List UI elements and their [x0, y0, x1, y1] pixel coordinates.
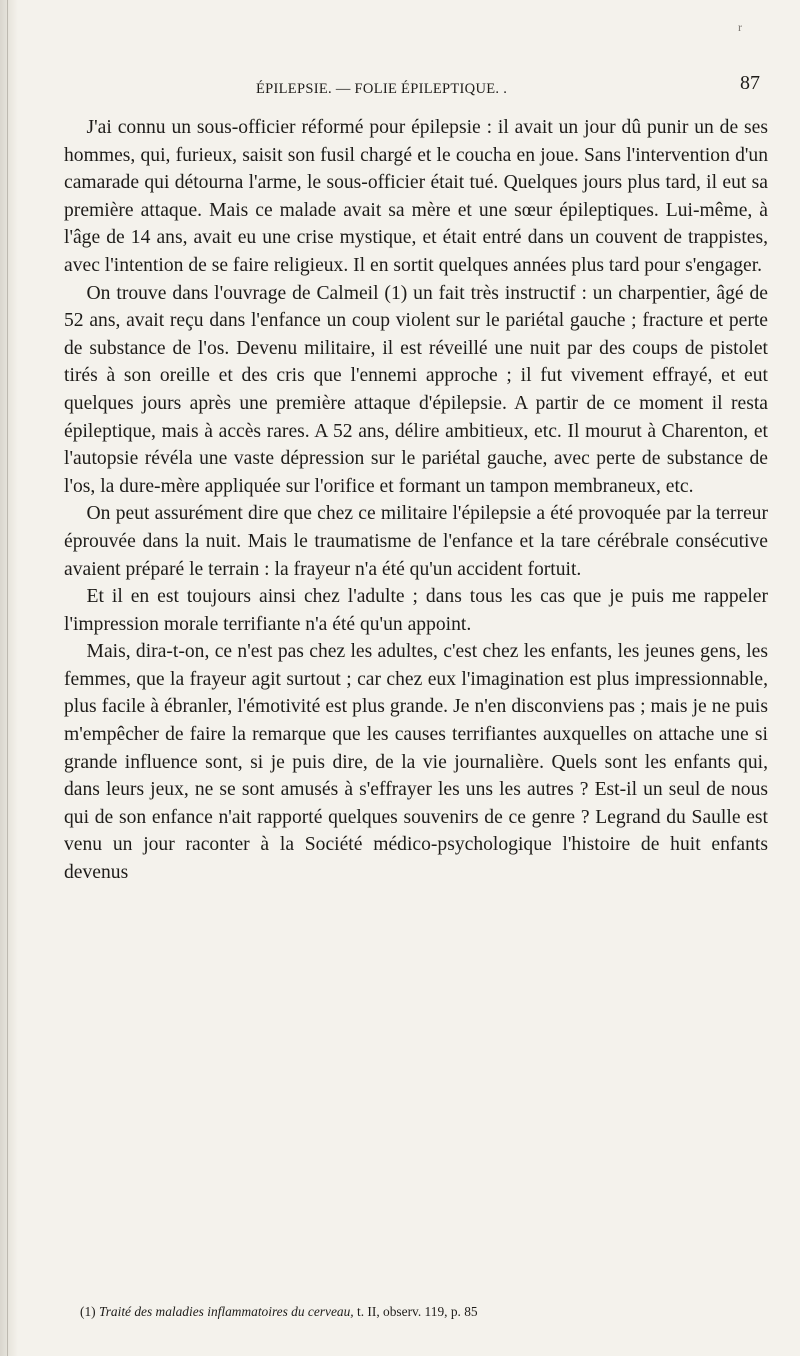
running-title: ÉPILEPSIE. — FOLIE ÉPILEPTIQUE. . — [256, 81, 508, 97]
body-text — [64, 114, 768, 887]
running-head — [80, 63, 760, 99]
paragraph-militaire: On peut assurément dire que chez ce militaire l'épilepsie a été provoquée par la terreur éprouvée dans la nuit. Mais le traumatisme de l'enfance et la tare cérébrale consécutive avaient préparé le terrain : la frayeur n'a été qu'un accident fortuit. — [64, 503, 768, 580]
paragraph-calmeil: On trouve dans l'ouvrage de Calmeil (1) un fait très instructif : un charpentier, âgé de 52 ans, avait reçu dans l'enfance un coup violent sur le pariétal gauche ; fracture et perte de substance de l'os. Devenu militaire, il est réveillé une nuit par des coups de pistolet tirés à son oreille et des cris que l'ennemi approche ; il fut vivement effrayé, et eut quelques jours après une première attaque d'épilepsie. A partir de ce moment il resta épileptique, mais à accès rares. A 52 ans, délire ambitieux, etc. Il mourut à Charenton, et l'autopsie révéla une vaste dépression sur le pariétal gauche, avec perte de substance de l'os, la dure-mère appliquée sur l'orifice et formant un tampon membraneux, etc. — [64, 282, 768, 497]
paragraph-adulte: Et il en est toujours ainsi chez l'adulte ; dans tous les cas que je puis me rappeler l'impression morale terrifiante n'a été qu'un appoint. — [64, 586, 768, 635]
page-number: 87 — [740, 72, 760, 94]
footnote-marker: (1) — [80, 1304, 96, 1319]
footnote-title: Traité des maladies inflammatoires du cerveau, — [98, 1304, 354, 1319]
footnote — [80, 1303, 770, 1321]
footnote-reference: t. II, observ. 119, p. 85 — [357, 1304, 478, 1319]
corner-mark: r — [738, 20, 742, 34]
paragraph-sous-officier: J'ai connu un sous-officier réformé pour épilepsie : il avait un jour dû punir un de ses hommes, qui, furieux, saisit son fusil chargé et le coucha en joue. Sans l'intervention d'un camarade qui détourna l'arme, le sous-officier était tué. Quelques jours plus tard, il eut sa première attaque. Mais ce malade avait sa mère et une sœur épileptiques. Lui-même, à l'âge de 14 ans, avait eu une crise mystique, et était entré dans un couvent de trappistes, avec l'intention de se faire religieux. Il en sortit quelques années plus tard pour s'engager. — [64, 117, 768, 276]
page-gutter — [0, 0, 18, 1356]
gutter-line — [7, 0, 8, 1356]
paragraph-enfants: Mais, dira-t-on, ce n'est pas chez les adultes, c'est chez les enfants, les jeunes gens, les femmes, que la frayeur agit surtout ; car chez eux l'imagination est plus impressionnable, plus facile à ébranler, l'émotivité est plus grande. Je n'en disconviens pas ; mais je ne puis m'empêcher de faire la remarque que les causes terrifiantes auxquelles on attache une si grande influence sont, si je puis dire, de la vie journalière. Quels sont les enfants qui, dans leurs jeux, ne se sont amusés à s'effrayer les uns les autres ? Est-il un seul de nous qui de son enfance n'ait rapporté quelques souvenirs de ce genre ? Legrand du Saulle est venu un jour raconter à la Société médico-psychologique l'histoire de huit enfants devenus — [64, 641, 768, 884]
